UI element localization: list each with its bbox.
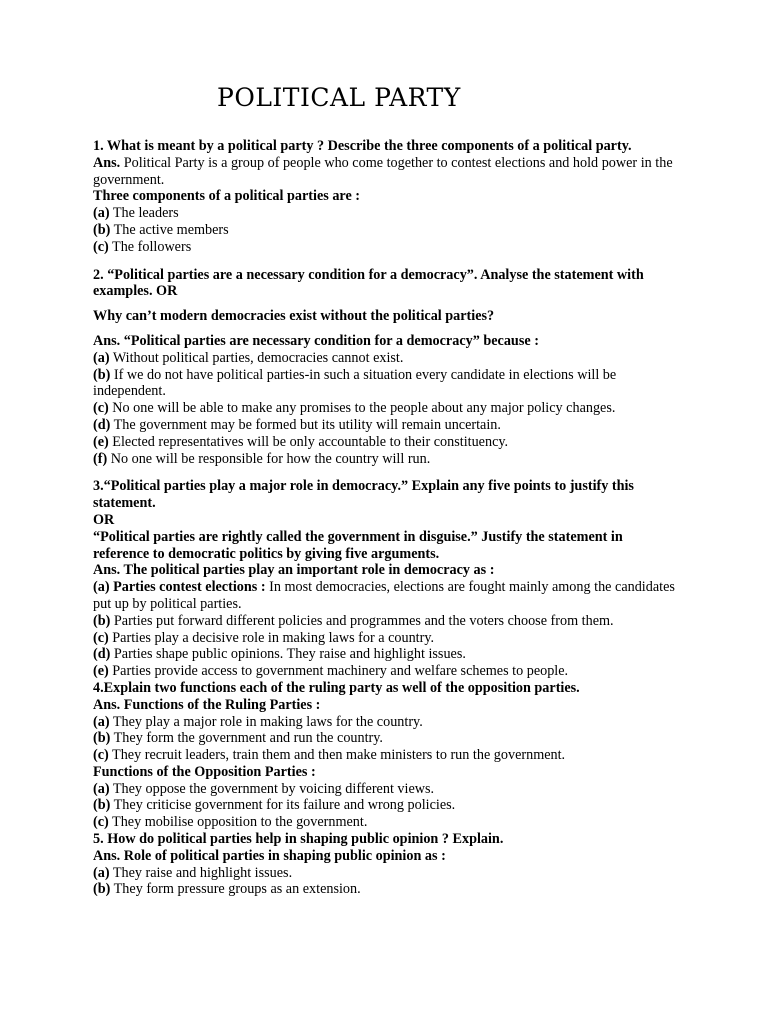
q2-answer-heading: Ans. “Political parties are necessary condition for a democracy” because : xyxy=(93,332,539,349)
list-item: (a) They play a major role in making laws for the country. xyxy=(93,713,423,730)
list-item: (b) They form pressure groups as an extension. xyxy=(93,881,361,898)
list-item: (b) The active members xyxy=(93,221,229,238)
list-item: (e) Parties provide access to government machinery and welfare schemes to people. xyxy=(93,663,569,680)
list-item: (b) They criticise government for its failure and wrong policies. xyxy=(93,797,456,814)
list-item: (c) No one will be able to make any promises to the people about any major policy changes. xyxy=(93,400,616,417)
q1-question: 1. What is meant by a political party ? Describe the three components of a political party. xyxy=(93,138,632,154)
q4-question: 4.Explain two functions each of the ruling party as well of the opposition parties. xyxy=(93,679,580,696)
q3-question: 3.“Political parties play a major role in democracy.” Explain any five points to justify this statement. xyxy=(93,478,634,512)
list-item: (c) Parties play a decisive role in making laws for a country. xyxy=(93,629,435,646)
q2-question: 2. “Political parties are a necessary condition for a democracy”. Analyse the statement with examples. OR xyxy=(93,266,644,300)
list-item: (b) If we do not have political parties-in such a situation every candidate in elections will be independent. xyxy=(93,366,617,400)
list-item: (d) The government may be formed but its utility will remain uncertain. xyxy=(93,416,501,433)
document-body xyxy=(93,138,678,898)
page-title: POLITICAL PARTY xyxy=(217,83,461,112)
list-item: (c) The followers xyxy=(93,238,192,255)
list-item: (b) They form the government and run the country. xyxy=(93,730,383,747)
q3-or: OR xyxy=(93,511,115,528)
list-item: (a) They oppose the government by voicing different views. xyxy=(93,780,435,797)
list-item: (a) Parties contest elections : In most democracies, elections are fought mainly among the candidates put up by political parties. xyxy=(93,579,675,612)
q3-answer-heading: Ans. The political parties play an important role in democracy as : xyxy=(93,562,495,579)
q1-answer: Ans. Political Party is a group of people who come together to contest elections and hold power in the government. xyxy=(93,154,673,188)
list-item: (b) Parties put forward different policies and programmes and the voters choose from them. xyxy=(93,612,614,629)
q5-answer-heading: Ans. Role of political parties in shaping public opinion as : xyxy=(93,847,446,864)
q3-alt-question: “Political parties are rightly called the government in disguise.” Justify the statement in reference to democratic politics by giving five arguments. xyxy=(93,528,623,562)
list-item: (a) Without political parties, democracies cannot exist. xyxy=(93,349,404,366)
q4-ruling-heading: Ans. Functions of the Ruling Parties : xyxy=(93,696,321,713)
q2-alt-question: Why can’t modern democracies exist without the political parties? xyxy=(93,308,495,325)
list-item: (a) They raise and highlight issues. xyxy=(93,864,293,881)
q1-components-heading: Three components of a political parties are : xyxy=(93,188,361,205)
list-item: (d) Parties shape public opinions. They raise and highlight issues. xyxy=(93,646,466,663)
list-item: (c) They recruit leaders, train them and then make ministers to run the government. xyxy=(93,747,566,764)
q4-opposition-heading: Functions of the Opposition Parties : xyxy=(93,763,316,780)
list-item: (f) No one will be responsible for how the country will run. xyxy=(93,450,431,467)
list-item: (a) The leaders xyxy=(93,205,179,222)
list-item: (e) Elected representatives will be only accountable to their constituency. xyxy=(93,433,509,450)
q5-question: 5. How do political parties help in shaping public opinion ? Explain. xyxy=(93,831,504,848)
list-item: (c) They mobilise opposition to the government. xyxy=(93,814,368,831)
